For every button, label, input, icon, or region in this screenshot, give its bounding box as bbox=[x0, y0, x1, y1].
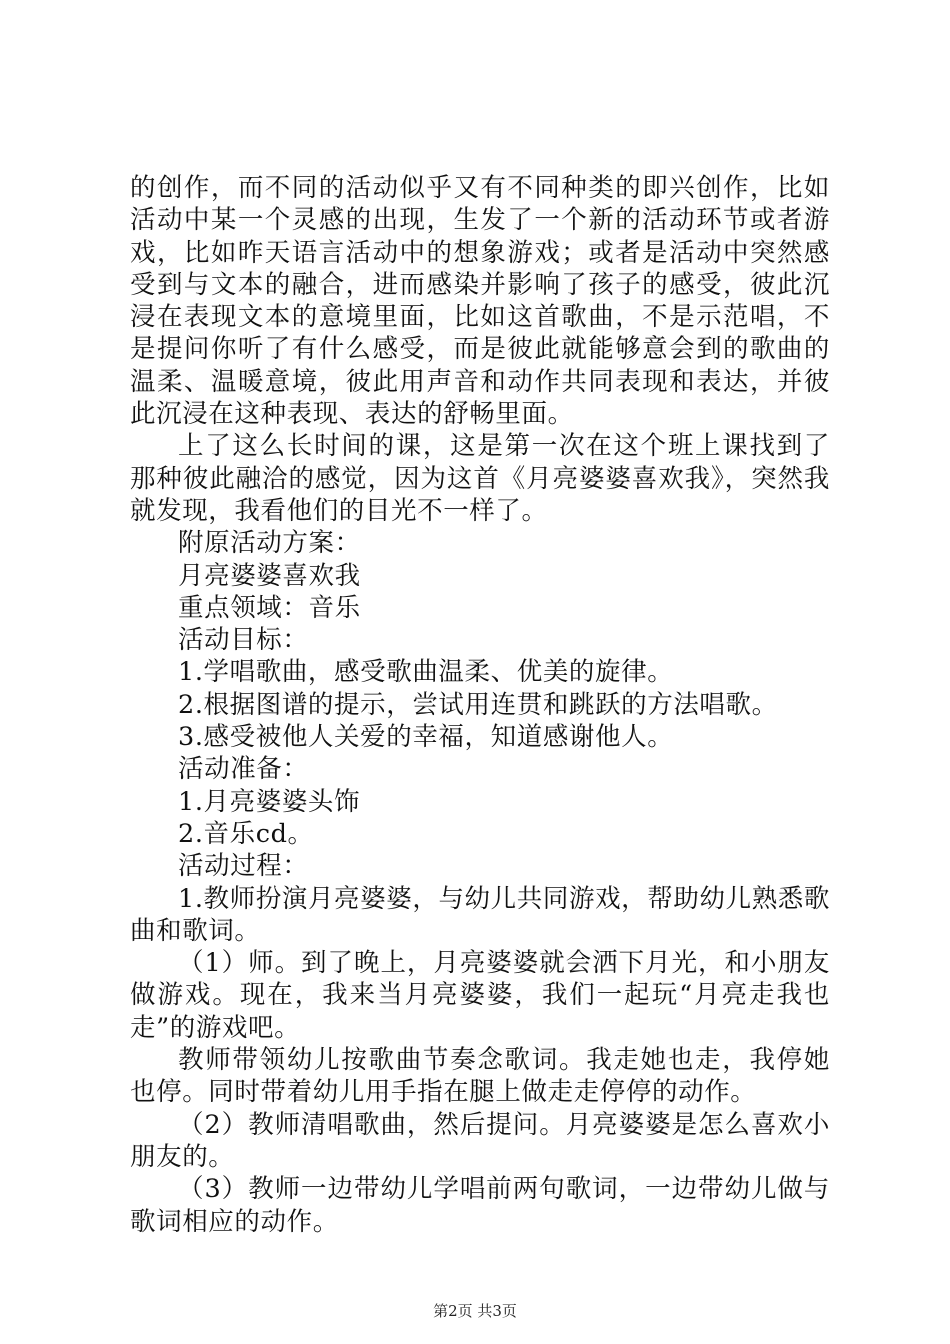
activity-title: 月亮婆婆喜欢我 bbox=[178, 560, 361, 591]
preparation-heading: 活动准备： bbox=[178, 754, 309, 785]
process-substep: （1）师。到了晚上，月亮婆婆就会洒下月光，和小朋友做游戏。现在，我来当月亮婆婆，我们一起玩“月亮走我也走”的游戏吧。 bbox=[130, 948, 830, 1043]
document-body bbox=[130, 172, 830, 1238]
process-substep: （2）教师清唱歌曲，然后提问。月亮婆婆是怎么喜欢小朋友的。 bbox=[130, 1109, 830, 1172]
process-paragraph: 教师带领幼儿按歌曲节奏念歌词。我走她也走，我停她也停。同时带着幼儿用手指在腿上做走走停停的动作。 bbox=[130, 1045, 830, 1108]
goals-heading: 活动目标： bbox=[178, 625, 309, 656]
process-heading: 活动过程： bbox=[178, 851, 309, 882]
process-step: 1.教师扮演月亮婆婆，与幼儿共同游戏，帮助幼儿熟悉歌曲和歌词。 bbox=[130, 883, 830, 946]
preparation-item: 2.音乐cd。 bbox=[178, 818, 314, 849]
key-domain: 重点领域：音乐 bbox=[178, 592, 361, 623]
paragraph-continuation: 的创作，而不同的活动似乎又有不同种类的即兴创作，比如活动中某一个灵感的出现，生发了一个新的活动环节或者游戏，比如昨天语言活动中的想象游戏；或者是活动中突然感受到与文本的融合，进而感染并影响了孩子的感受，彼此沉浸在表现文本的意境里面，比如这首歌曲，不是示范唱，不是提问你听了有什么感受，而是彼此就能够意会到的歌曲的温柔、温暖意境，彼此用声音和动作共同表现和表达，并彼此沉浸在这种表现、表达的舒畅里面。 bbox=[130, 173, 830, 430]
preparation-item: 1.月亮婆婆头饰 bbox=[178, 786, 361, 817]
goal-item: 2.根据图谱的提示，尝试用连贯和跳跃的方法唱歌。 bbox=[178, 689, 778, 720]
goal-item: 1.学唱歌曲，感受歌曲温柔、优美的旋律。 bbox=[178, 657, 674, 688]
page-number: 第2页 共3页 bbox=[433, 1302, 517, 1320]
goal-item: 3.感受被他人关爱的幸福，知道感谢他人。 bbox=[178, 722, 674, 753]
appendix-heading: 附原活动方案： bbox=[178, 528, 361, 559]
paragraph-reflection: 上了这么长时间的课，这是第一次在这个班上课找到了那种彼此融洽的感觉，因为这首《月亮婆婆喜欢我》，突然我就发现，我看他们的目光不一样了。 bbox=[130, 431, 830, 526]
page-footer bbox=[0, 1300, 950, 1321]
process-substep: （3）教师一边带幼儿学唱前两句歌词，一边带幼儿做与歌词相应的动作。 bbox=[130, 1174, 830, 1237]
